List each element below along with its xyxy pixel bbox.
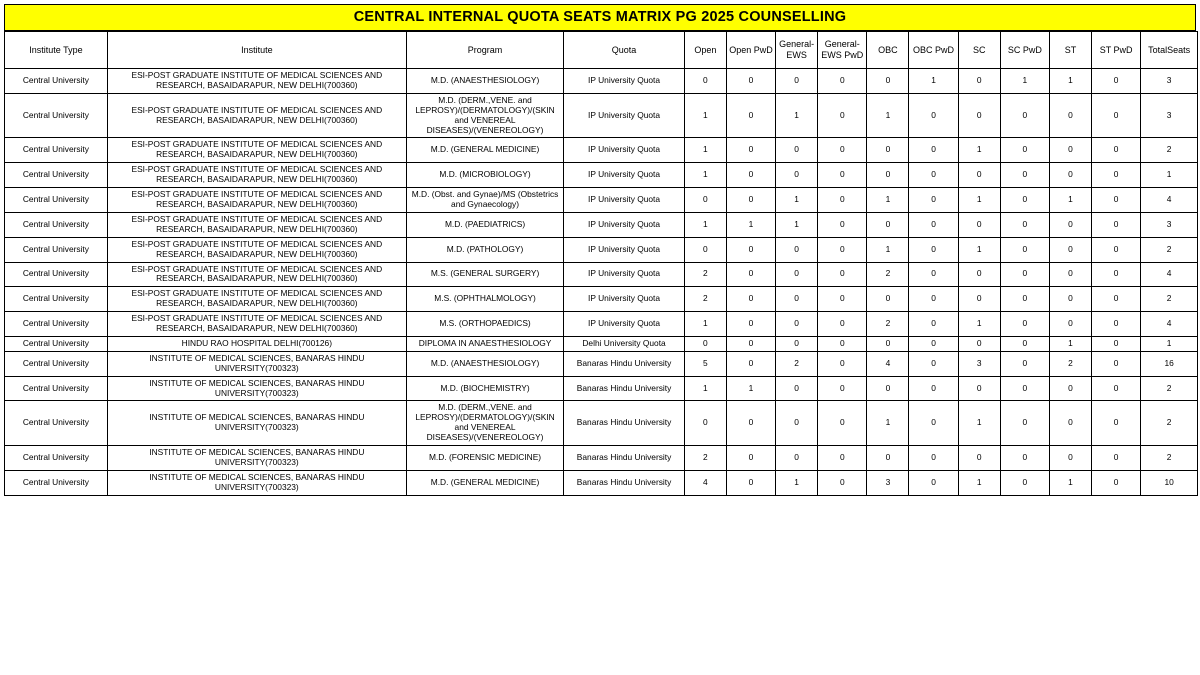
cell-general-ews-pwd: 0 (818, 446, 867, 471)
cell-quota: IP University Quota (564, 188, 685, 213)
table-row (5, 138, 1198, 163)
table-row (5, 470, 1198, 495)
cell-open: 1 (684, 312, 726, 337)
cell-program: M.D. (BIOCHEMISTRY) (406, 376, 563, 401)
cell-program: M.D. (Obst. and Gynae)/MS (Obstetrics and Gynaecology) (406, 188, 563, 213)
cell-open: 1 (684, 212, 726, 237)
cell-obc: 0 (867, 69, 909, 94)
cell-institute: INSTITUTE OF MEDICAL SCIENCES, BANARAS HINDU UNIVERSITY(700323) (107, 351, 406, 376)
cell-program: M.D. (DERM.,VENE. and LEPROSY)/(DERMATOLOGY)/(SKIN and VENEREAL DISEASES)/(VENEREOLOGY) (406, 93, 563, 138)
cell-sc-pwd: 0 (1000, 237, 1049, 262)
cell-open-pwd: 0 (726, 336, 775, 351)
cell-sc: 1 (958, 470, 1000, 495)
column-header-open: Open (684, 32, 726, 69)
cell-sc: 1 (958, 138, 1000, 163)
cell-open: 1 (684, 138, 726, 163)
cell-quota: IP University Quota (564, 237, 685, 262)
cell-quota: Banaras Hindu University (564, 446, 685, 471)
cell-total-seats: 2 (1141, 401, 1198, 446)
cell-quota: IP University Quota (564, 163, 685, 188)
cell-open-pwd: 0 (726, 262, 775, 287)
cell-st: 0 (1050, 446, 1092, 471)
seat-matrix-table (4, 31, 1198, 496)
cell-st: 0 (1050, 212, 1092, 237)
cell-sc-pwd: 1 (1000, 69, 1049, 94)
cell-sc: 0 (958, 376, 1000, 401)
cell-quota: Banaras Hindu University (564, 376, 685, 401)
cell-st: 1 (1050, 69, 1092, 94)
cell-open-pwd: 1 (726, 376, 775, 401)
cell-institute: INSTITUTE OF MEDICAL SCIENCES, BANARAS HINDU UNIVERSITY(700323) (107, 376, 406, 401)
cell-total-seats: 1 (1141, 163, 1198, 188)
cell-open: 2 (684, 287, 726, 312)
cell-total-seats: 4 (1141, 262, 1198, 287)
cell-open: 0 (684, 237, 726, 262)
table-row (5, 336, 1198, 351)
cell-general-ews: 1 (776, 470, 818, 495)
cell-institute: ESI-POST GRADUATE INSTITUTE OF MEDICAL SCIENCES AND RESEARCH, BASAIDARAPUR, NEW DELHI(700360) (107, 163, 406, 188)
table-row (5, 188, 1198, 213)
cell-open: 0 (684, 188, 726, 213)
cell-general-ews: 0 (776, 163, 818, 188)
cell-st: 0 (1050, 401, 1092, 446)
cell-institute: ESI-POST GRADUATE INSTITUTE OF MEDICAL SCIENCES AND RESEARCH, BASAIDARAPUR, NEW DELHI(700360) (107, 69, 406, 94)
cell-sc: 0 (958, 69, 1000, 94)
cell-quota: IP University Quota (564, 212, 685, 237)
cell-open-pwd: 0 (726, 163, 775, 188)
cell-general-ews: 1 (776, 93, 818, 138)
cell-obc-pwd: 0 (909, 351, 958, 376)
cell-total-seats: 10 (1141, 470, 1198, 495)
cell-obc: 1 (867, 237, 909, 262)
cell-general-ews: 2 (776, 351, 818, 376)
cell-sc: 0 (958, 212, 1000, 237)
cell-open: 4 (684, 470, 726, 495)
cell-institute-type: Central University (5, 287, 108, 312)
cell-obc: 0 (867, 336, 909, 351)
cell-institute: ESI-POST GRADUATE INSTITUTE OF MEDICAL SCIENCES AND RESEARCH, BASAIDARAPUR, NEW DELHI(700360) (107, 262, 406, 287)
cell-obc: 0 (867, 376, 909, 401)
cell-total-seats: 4 (1141, 188, 1198, 213)
cell-sc-pwd: 0 (1000, 312, 1049, 337)
cell-total-seats: 2 (1141, 138, 1198, 163)
column-header-institute: Institute (107, 32, 406, 69)
column-header-sc-pwd: SC PwD (1000, 32, 1049, 69)
cell-general-ews: 1 (776, 188, 818, 213)
page-title: CENTRAL INTERNAL QUOTA SEATS MATRIX PG 2025 COUNSELLING (4, 4, 1196, 31)
cell-open: 1 (684, 93, 726, 138)
cell-general-ews: 0 (776, 312, 818, 337)
cell-sc: 0 (958, 262, 1000, 287)
cell-institute-type: Central University (5, 69, 108, 94)
cell-total-seats: 1 (1141, 336, 1198, 351)
cell-quota: IP University Quota (564, 69, 685, 94)
cell-total-seats: 3 (1141, 93, 1198, 138)
cell-general-ews: 0 (776, 446, 818, 471)
cell-open: 2 (684, 262, 726, 287)
cell-general-ews-pwd: 0 (818, 287, 867, 312)
cell-program: DIPLOMA IN ANAESTHESIOLOGY (406, 336, 563, 351)
cell-institute: INSTITUTE OF MEDICAL SCIENCES, BANARAS HINDU UNIVERSITY(700323) (107, 401, 406, 446)
cell-institute-type: Central University (5, 446, 108, 471)
cell-general-ews-pwd: 0 (818, 93, 867, 138)
cell-total-seats: 2 (1141, 287, 1198, 312)
table-row (5, 312, 1198, 337)
column-header-obc-pwd: OBC PwD (909, 32, 958, 69)
cell-institute-type: Central University (5, 93, 108, 138)
cell-obc-pwd: 0 (909, 336, 958, 351)
cell-open-pwd: 0 (726, 93, 775, 138)
cell-open-pwd: 0 (726, 237, 775, 262)
cell-institute-type: Central University (5, 351, 108, 376)
cell-sc: 0 (958, 287, 1000, 312)
cell-st: 0 (1050, 287, 1092, 312)
cell-obc-pwd: 0 (909, 401, 958, 446)
cell-obc-pwd: 0 (909, 312, 958, 337)
cell-sc: 0 (958, 336, 1000, 351)
cell-st-pwd: 0 (1091, 376, 1140, 401)
cell-st-pwd: 0 (1091, 312, 1140, 337)
cell-general-ews-pwd: 0 (818, 312, 867, 337)
table-row (5, 401, 1198, 446)
cell-st: 0 (1050, 376, 1092, 401)
cell-quota: Delhi University Quota (564, 336, 685, 351)
cell-institute-type: Central University (5, 138, 108, 163)
cell-institute-type: Central University (5, 401, 108, 446)
cell-total-seats: 16 (1141, 351, 1198, 376)
table-row (5, 212, 1198, 237)
cell-obc-pwd: 0 (909, 470, 958, 495)
cell-obc: 0 (867, 212, 909, 237)
cell-institute-type: Central University (5, 163, 108, 188)
cell-st: 0 (1050, 312, 1092, 337)
cell-institute: HINDU RAO HOSPITAL DELHI(700126) (107, 336, 406, 351)
cell-general-ews: 0 (776, 336, 818, 351)
cell-institute: ESI-POST GRADUATE INSTITUTE OF MEDICAL SCIENCES AND RESEARCH, BASAIDARAPUR, NEW DELHI(700360) (107, 287, 406, 312)
cell-general-ews-pwd: 0 (818, 470, 867, 495)
column-header-sc: SC (958, 32, 1000, 69)
cell-institute: ESI-POST GRADUATE INSTITUTE OF MEDICAL SCIENCES AND RESEARCH, BASAIDARAPUR, NEW DELHI(700360) (107, 212, 406, 237)
table-row (5, 351, 1198, 376)
cell-st-pwd: 0 (1091, 188, 1140, 213)
cell-general-ews-pwd: 0 (818, 237, 867, 262)
cell-obc: 3 (867, 470, 909, 495)
cell-st-pwd: 0 (1091, 470, 1140, 495)
cell-general-ews-pwd: 0 (818, 401, 867, 446)
table-row (5, 262, 1198, 287)
cell-sc-pwd: 0 (1000, 336, 1049, 351)
cell-obc-pwd: 1 (909, 69, 958, 94)
cell-obc: 4 (867, 351, 909, 376)
cell-open-pwd: 0 (726, 401, 775, 446)
cell-open-pwd: 0 (726, 446, 775, 471)
cell-obc: 0 (867, 138, 909, 163)
cell-obc: 0 (867, 446, 909, 471)
cell-obc: 1 (867, 188, 909, 213)
cell-obc-pwd: 0 (909, 93, 958, 138)
column-header-quota: Quota (564, 32, 685, 69)
cell-st-pwd: 0 (1091, 93, 1140, 138)
cell-obc: 0 (867, 163, 909, 188)
cell-general-ews-pwd: 0 (818, 212, 867, 237)
cell-institute-type: Central University (5, 470, 108, 495)
cell-general-ews: 0 (776, 138, 818, 163)
cell-st-pwd: 0 (1091, 351, 1140, 376)
cell-obc: 2 (867, 312, 909, 337)
cell-st: 2 (1050, 351, 1092, 376)
cell-program: M.D. (ANAESTHESIOLOGY) (406, 351, 563, 376)
cell-institute: ESI-POST GRADUATE INSTITUTE OF MEDICAL SCIENCES AND RESEARCH, BASAIDARAPUR, NEW DELHI(700360) (107, 312, 406, 337)
column-header-institute-type: Institute Type (5, 32, 108, 69)
cell-st: 0 (1050, 163, 1092, 188)
table-row (5, 237, 1198, 262)
cell-institute: ESI-POST GRADUATE INSTITUTE OF MEDICAL SCIENCES AND RESEARCH, BASAIDARAPUR, NEW DELHI(700360) (107, 138, 406, 163)
cell-obc-pwd: 0 (909, 446, 958, 471)
cell-total-seats: 3 (1141, 69, 1198, 94)
cell-institute-type: Central University (5, 376, 108, 401)
cell-sc: 0 (958, 93, 1000, 138)
cell-general-ews-pwd: 0 (818, 69, 867, 94)
cell-st-pwd: 0 (1091, 262, 1140, 287)
column-header-general-ews: General-EWS (776, 32, 818, 69)
cell-general-ews-pwd: 0 (818, 188, 867, 213)
cell-st-pwd: 0 (1091, 237, 1140, 262)
cell-st: 0 (1050, 93, 1092, 138)
cell-quota: IP University Quota (564, 93, 685, 138)
cell-institute: INSTITUTE OF MEDICAL SCIENCES, BANARAS HINDU UNIVERSITY(700323) (107, 470, 406, 495)
column-header-general-ews-pwd: General-EWS PwD (818, 32, 867, 69)
cell-quota: Banaras Hindu University (564, 401, 685, 446)
cell-program: M.D. (MICROBIOLOGY) (406, 163, 563, 188)
table-row (5, 446, 1198, 471)
cell-sc: 1 (958, 188, 1000, 213)
cell-total-seats: 4 (1141, 312, 1198, 337)
cell-institute-type: Central University (5, 188, 108, 213)
cell-open: 5 (684, 351, 726, 376)
cell-program: M.D. (GENERAL MEDICINE) (406, 138, 563, 163)
cell-sc-pwd: 0 (1000, 93, 1049, 138)
cell-open: 1 (684, 376, 726, 401)
table-row (5, 93, 1198, 138)
cell-sc-pwd: 0 (1000, 401, 1049, 446)
cell-obc: 1 (867, 401, 909, 446)
cell-institute: ESI-POST GRADUATE INSTITUTE OF MEDICAL SCIENCES AND RESEARCH, BASAIDARAPUR, NEW DELHI(700360) (107, 237, 406, 262)
cell-open: 1 (684, 163, 726, 188)
cell-sc-pwd: 0 (1000, 470, 1049, 495)
cell-open-pwd: 1 (726, 212, 775, 237)
cell-general-ews: 0 (776, 401, 818, 446)
column-header-total-seats: TotalSeats (1141, 32, 1198, 69)
cell-obc-pwd: 0 (909, 376, 958, 401)
cell-st-pwd: 0 (1091, 69, 1140, 94)
cell-program: M.D. (PATHOLOGY) (406, 237, 563, 262)
cell-sc-pwd: 0 (1000, 351, 1049, 376)
table-header (5, 32, 1198, 69)
cell-sc-pwd: 0 (1000, 138, 1049, 163)
column-header-open-pwd: Open PwD (726, 32, 775, 69)
cell-obc-pwd: 0 (909, 163, 958, 188)
table-row (5, 287, 1198, 312)
cell-institute: ESI-POST GRADUATE INSTITUTE OF MEDICAL SCIENCES AND RESEARCH, BASAIDARAPUR, NEW DELHI(700360) (107, 93, 406, 138)
cell-general-ews: 0 (776, 376, 818, 401)
cell-general-ews: 0 (776, 69, 818, 94)
cell-st-pwd: 0 (1091, 446, 1140, 471)
cell-sc: 1 (958, 312, 1000, 337)
cell-st: 0 (1050, 237, 1092, 262)
cell-st: 1 (1050, 336, 1092, 351)
cell-open-pwd: 0 (726, 138, 775, 163)
cell-sc: 1 (958, 401, 1000, 446)
cell-obc: 1 (867, 93, 909, 138)
table-body (5, 69, 1198, 496)
cell-sc: 3 (958, 351, 1000, 376)
cell-institute: ESI-POST GRADUATE INSTITUTE OF MEDICAL SCIENCES AND RESEARCH, BASAIDARAPUR, NEW DELHI(700360) (107, 188, 406, 213)
cell-sc-pwd: 0 (1000, 188, 1049, 213)
cell-institute-type: Central University (5, 312, 108, 337)
cell-general-ews-pwd: 0 (818, 138, 867, 163)
cell-quota: IP University Quota (564, 312, 685, 337)
cell-program: M.D. (PAEDIATRICS) (406, 212, 563, 237)
cell-general-ews-pwd: 0 (818, 351, 867, 376)
cell-program: M.D. (FORENSIC MEDICINE) (406, 446, 563, 471)
table-row (5, 163, 1198, 188)
cell-obc-pwd: 0 (909, 287, 958, 312)
cell-quota: IP University Quota (564, 287, 685, 312)
header-row (5, 32, 1198, 69)
cell-institute-type: Central University (5, 336, 108, 351)
column-header-obc: OBC (867, 32, 909, 69)
cell-sc-pwd: 0 (1000, 446, 1049, 471)
cell-open-pwd: 0 (726, 287, 775, 312)
cell-program: M.D. (GENERAL MEDICINE) (406, 470, 563, 495)
cell-obc-pwd: 0 (909, 237, 958, 262)
cell-quota: Banaras Hindu University (564, 470, 685, 495)
cell-obc-pwd: 0 (909, 138, 958, 163)
cell-sc-pwd: 0 (1000, 376, 1049, 401)
cell-institute-type: Central University (5, 237, 108, 262)
cell-st: 1 (1050, 188, 1092, 213)
cell-total-seats: 2 (1141, 376, 1198, 401)
cell-institute-type: Central University (5, 262, 108, 287)
cell-sc: 1 (958, 237, 1000, 262)
cell-total-seats: 2 (1141, 446, 1198, 471)
table-row (5, 69, 1198, 94)
cell-obc-pwd: 0 (909, 212, 958, 237)
cell-open-pwd: 0 (726, 69, 775, 94)
cell-quota: IP University Quota (564, 262, 685, 287)
cell-total-seats: 3 (1141, 212, 1198, 237)
cell-general-ews-pwd: 0 (818, 336, 867, 351)
cell-st-pwd: 0 (1091, 212, 1140, 237)
column-header-program: Program (406, 32, 563, 69)
cell-open: 0 (684, 336, 726, 351)
cell-institute-type: Central University (5, 212, 108, 237)
cell-general-ews-pwd: 0 (818, 262, 867, 287)
cell-program: M.S. (ORTHOPAEDICS) (406, 312, 563, 337)
cell-sc: 0 (958, 446, 1000, 471)
cell-st-pwd: 0 (1091, 401, 1140, 446)
cell-obc: 0 (867, 287, 909, 312)
cell-st-pwd: 0 (1091, 163, 1140, 188)
cell-sc-pwd: 0 (1000, 212, 1049, 237)
cell-program: M.S. (OPHTHALMOLOGY) (406, 287, 563, 312)
cell-quota: Banaras Hindu University (564, 351, 685, 376)
cell-obc-pwd: 0 (909, 188, 958, 213)
cell-program: M.D. (DERM.,VENE. and LEPROSY)/(DERMATOLOGY)/(SKIN and VENEREAL DISEASES)/(VENEREOLOGY) (406, 401, 563, 446)
cell-st: 0 (1050, 138, 1092, 163)
cell-general-ews-pwd: 0 (818, 376, 867, 401)
cell-program: M.D. (ANAESTHESIOLOGY) (406, 69, 563, 94)
cell-sc: 0 (958, 163, 1000, 188)
cell-st-pwd: 0 (1091, 287, 1140, 312)
cell-obc-pwd: 0 (909, 262, 958, 287)
cell-st-pwd: 0 (1091, 336, 1140, 351)
cell-general-ews-pwd: 0 (818, 163, 867, 188)
cell-quota: IP University Quota (564, 138, 685, 163)
cell-total-seats: 2 (1141, 237, 1198, 262)
cell-sc-pwd: 0 (1000, 163, 1049, 188)
cell-open: 2 (684, 446, 726, 471)
cell-open: 0 (684, 401, 726, 446)
cell-general-ews: 0 (776, 237, 818, 262)
cell-open-pwd: 0 (726, 312, 775, 337)
cell-st-pwd: 0 (1091, 138, 1140, 163)
cell-open: 0 (684, 69, 726, 94)
cell-institute: INSTITUTE OF MEDICAL SCIENCES, BANARAS HINDU UNIVERSITY(700323) (107, 446, 406, 471)
cell-general-ews: 0 (776, 287, 818, 312)
table-row (5, 376, 1198, 401)
column-header-st-pwd: ST PwD (1091, 32, 1140, 69)
cell-open-pwd: 0 (726, 470, 775, 495)
cell-open-pwd: 0 (726, 188, 775, 213)
cell-obc: 2 (867, 262, 909, 287)
cell-st: 0 (1050, 262, 1092, 287)
cell-sc-pwd: 0 (1000, 262, 1049, 287)
cell-general-ews: 1 (776, 212, 818, 237)
column-header-st: ST (1050, 32, 1092, 69)
cell-open-pwd: 0 (726, 351, 775, 376)
cell-sc-pwd: 0 (1000, 287, 1049, 312)
cell-general-ews: 0 (776, 262, 818, 287)
cell-st: 1 (1050, 470, 1092, 495)
cell-program: M.S. (GENERAL SURGERY) (406, 262, 563, 287)
